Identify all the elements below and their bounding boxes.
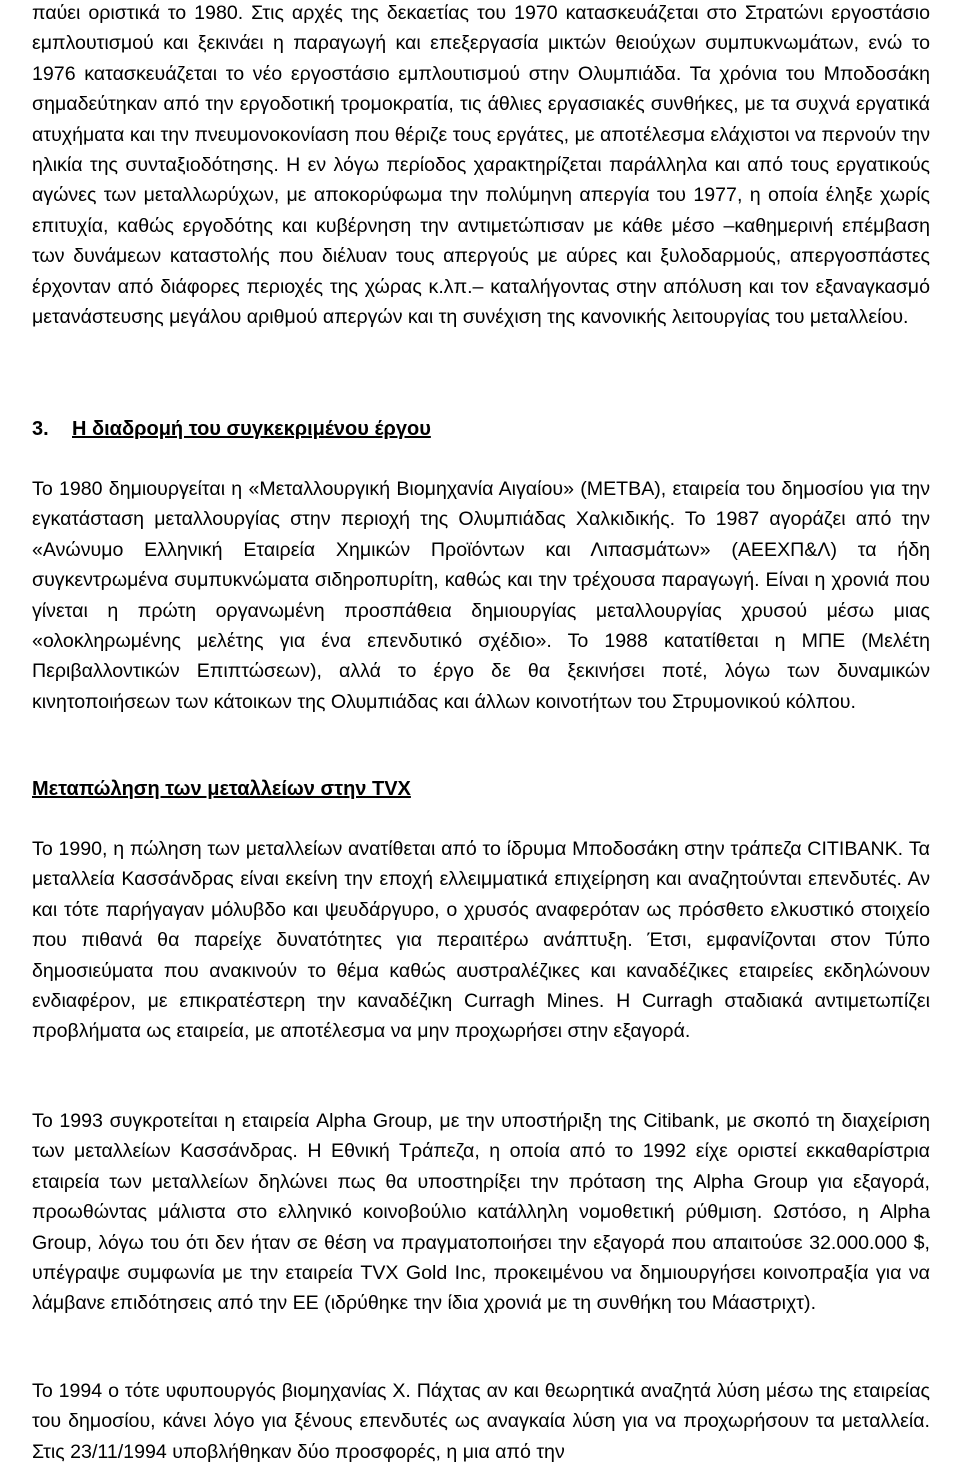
intro-paragraph: παύει οριστικά το 1980. Στις αρχές της δεκαετίας του 1970 κατασκευάζεται στο Στρατώνι εργοστάσιο εμπλουτισμού και ξεκινάει η παραγωγή και επεξεργασία μικτών θειούχων συμπυκνωμάτων, ενώ το 1976 κατασκευάζεται το νέο εργοστάσιο εμπλουτισμού στην Ολυμπιάδα. Τα χρόνια του Μποδοσάκη σημαδεύτηκαν από την εργοδοτική τρομοκρατία, τις άθλιες εργασιακές συνθήκες, με τα συχνά εργατικά ατυχήματα και την πνευμονοκονίαση που θέριζε τους εργάτες, με αποτέλεσμα ελάχιστοι να περνούν την ηλικία της συνταξιοδότησης. Η εν λόγω περίοδος χαρακτηρίζεται παράλληλα και από τους εργατικούς αγώνες των μεταλλωρύχων, με αποκορύφωμα την πολύμηνη απεργία του 1977, η οποία έληξε χωρίς επιτυχία, καθώς εργοδότης και κυβέρνηση την αντιμετώπισαν με κάθε μέσο –καθημερινή επέμβαση των δυνάμεων καταστολής που διέλυαν τους απεργούς με αύρες και ξυλοδαρμούς, απεργοσπάστες έρχονταν από διάφορες περιοχές της χώρας κ.λπ.– καταλήγοντας στην απόλυση και τον εξαναγκασμό μετανάστευσης μεγάλου αριθμού απεργών και τη συνέχιση της κανονικής λειτουργίας του μεταλλείου.: [32, 2, 930, 329]
section-paragraph: Το 1980 δημιουργείται η «Μεταλλουργική Βιομηχανία Αιγαίου» (ΜΕΤΒΑ), εταιρεία του δημοσίου για την εγκατάσταση μεταλλουργίας στην περιοχή της Ολυμπιάδας Χαλκιδικής. Το 1987 αγοράζει από την «Ανώνυμο Ελληνική Εταιρεία Χημικών Προϊόντων και Λιπασμάτων» (ΑΕΕΧΠ&Λ) τα ήδη συγκεντρωμένα συμπυκνώματα σιδηροπυρίτη, καθώς και την τρέχουσα παραγωγή. Είναι η χρονιά που γίνεται η πρώτη οργανωμένη προσπάθεια δημιουργίας μεταλλουργίας χρυσού μέσω μιας «ολοκληρωμένης μελέτης για ένα επενδυτικό σχέδιο». Το 1988 κατατίθεται η ΜΠΕ (Μελέτη Περιβαλλοντικών Επιπτώσεων), αλλά το έργο δε θα ξεκινήσει ποτέ, λόγω των δυναμικών κινητοποιήσεων των κάτοικων της Ολυμπιάδας και άλλων κοινοτήτων του Στρυμονικού κόλπου.: [32, 478, 930, 713]
section-number: 3.: [32, 418, 49, 440]
subsection-paragraph-1: Το 1990, η πώληση των μεταλλείων ανατίθεται από το ίδρυμα Μποδοσάκη στην τράπεζα CITIBANK. Τα μεταλλεία Κασσάνδρας είναι εκείνη την εποχή ελλειμματικά επιχείρηση και αναζητούνται επενδυτές. Αν και τότε παρήγαγαν μόλυβδο και ψευδάργυρο, ο χρυσός αναφερόταν ως πρόσθετο ελκυστικό στοιχείο που πιθανά θα παρείχε δυνατότητες για περαιτέρω ανάπτυξη. Έτσι, εμφανίζονται στον Τύπο δημοσιεύματα που ανακινούν το θέμα καθώς αυστραλέζικες και καναδέζικες εταιρείες εκδηλώνουν ενδιαφέρον, με επικρατέστερη την καναδέζικη Curragh Mines. Η Curragh σταδιακά αντιμετωπίζει προβλήματα ως εταιρεία, με αποτέλεσμα να μην προχωρήσει στην εξαγορά.: [32, 838, 930, 1043]
subsection-title: Μεταπώληση των μεταλλείων στην TVX: [32, 778, 411, 800]
subsection-paragraph-3: Το 1994 ο τότε υφυπουργός βιομηχανίας Χ. Πάχτας αν και θεωρητικά αναζητά λύση μέσω της εταιρείας του δημοσίου, κάνει λόγο για ξένους επενδυτές ως αναγκαία λύση για να προχωρήσουν τα μεταλλεία. Στις 23/11/1994 υποβλήθηκαν δύο προσφορές, η μια από την: [32, 1380, 930, 1463]
section-title: Η διαδρομή του συγκεκριμένου έργου: [72, 418, 431, 440]
subsection-heading: [32, 774, 411, 804]
section-heading: [32, 414, 431, 444]
subsection-paragraph-2: Το 1993 συγκροτείται η εταιρεία Alpha Group, με την υποστήριξη της Citibank, με σκοπό τη διαχείριση των μεταλλείων Κασσάνδρας. Η Εθνική Τράπεζα, η οποία από το 1992 είχε οριστεί εκκαθαρίστρια εταιρεία των μεταλλείων δηλώνει πως θα υποστηρίξει την πρόταση της Alpha Group για εξαγορά, προωθώντας μάλιστα στο ελληνικό κοινοβούλιο κατάλληλη νομοθετική ρύθμιση. Ωστόσο, η Alpha Group, λόγω του ότι δεν ήταν σε θέση να πραγματοποιήσει την εξαγορά που απαιτούσε 32.000.000 $, υπέγραψε συμφωνία με την εταιρεία TVX Gold Inc, προκειμένου να δημιουργήσει κοινοπραξία για να λάμβανε επιδότησεις από την ΕΕ (ιδρύθηκε την ίδια χρονιά με τη συνθήκη του Μάαστριχτ).: [32, 1110, 930, 1315]
